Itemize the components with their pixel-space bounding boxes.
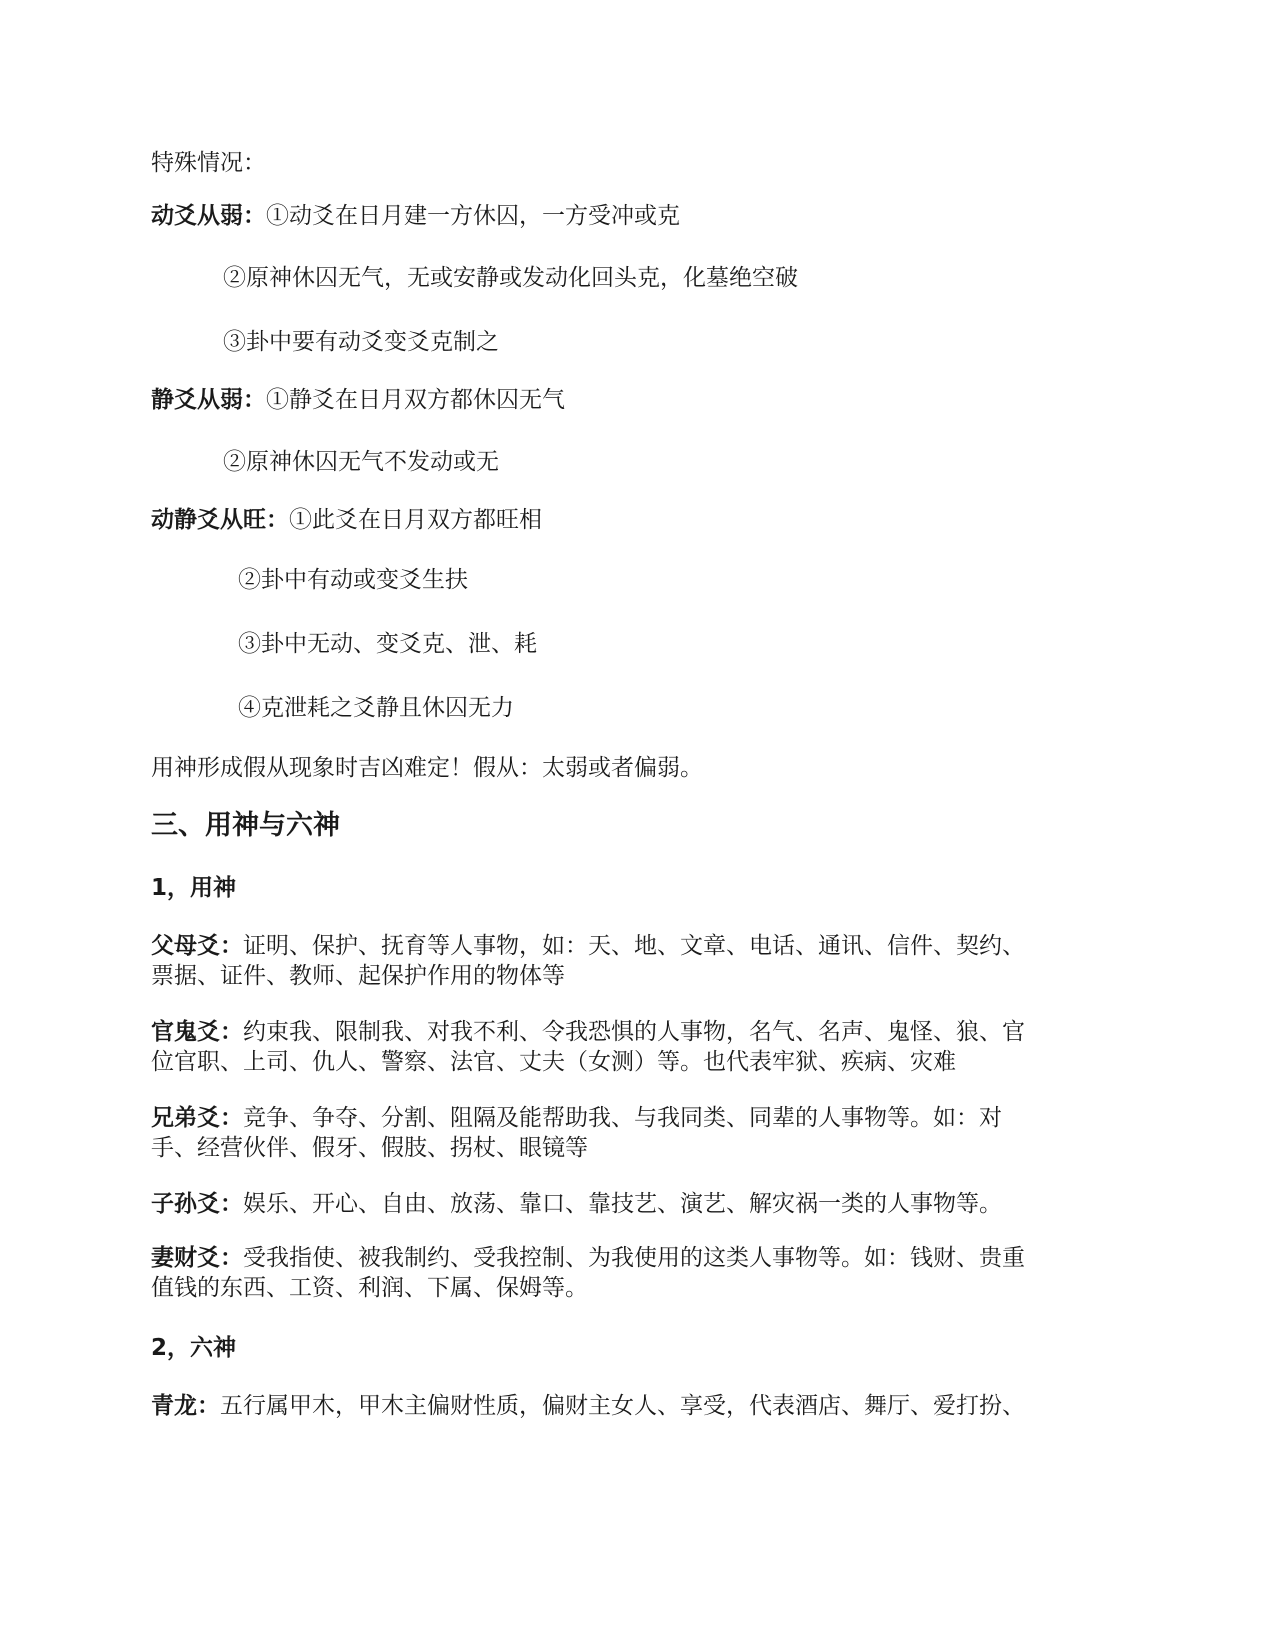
entry-zisun-label: 子孙爻：	[151, 1191, 243, 1217]
entry-qicai-text1: 受我指使、被我制约、受我控制、为我使用的这类人事物等。如：钱财、贵重	[243, 1245, 1025, 1271]
jing-weak-line	[151, 384, 565, 416]
entry-guangui-line1	[151, 1016, 1025, 1048]
jing-weak-item-2: ②原神休囚无气不发动或无	[223, 449, 499, 475]
entry-zisun-line1	[151, 1188, 1002, 1220]
dong-weak-item-2: ②原神休囚无气，无或安静或发动化回头克，化墓绝空破	[223, 265, 798, 291]
dong-weak-item-1: ①动爻在日月建一方休囚，一方受冲或克	[266, 203, 680, 229]
entry-zisun-text1: 娱乐、开心、自由、放荡、靠口、靠技艺、演艺、解灾祸一类的人事物等。	[243, 1191, 1002, 1217]
jing-weak-item-1: ①静爻在日月双方都休囚无气	[266, 387, 565, 413]
entry-fumu-text1: 证明、保护、抚育等人事物，如：天、地、文章、电话、通讯、信件、契约、	[243, 933, 1025, 959]
entry-fumu-line1	[151, 930, 1025, 962]
wang-item-2: ②卦中有动或变爻生扶	[238, 567, 468, 593]
entry-fumu-label: 父母爻：	[151, 933, 243, 959]
dong-weak-item-3: ③卦中要有动爻变爻克制之	[223, 329, 499, 355]
subsection-liushen-heading: 2，六神	[151, 1335, 237, 1361]
entry-guangui-text1: 约束我、限制我、对我不利、令我恐惧的人事物，名气、名声、鬼怪、狼、官	[243, 1019, 1025, 1045]
dong-weak-line	[151, 200, 680, 232]
wang-item-3: ③卦中无动、变爻克、泄、耗	[238, 631, 537, 657]
entry-guangui-label: 官鬼爻：	[151, 1019, 243, 1045]
entry-qicai-text2: 值钱的东西、工资、利润、下属、保姆等。	[151, 1275, 588, 1301]
qinglong-text: 五行属甲木，甲木主偏财性质，偏财主女人、享受，代表酒店、舞厅、爱打扮、	[220, 1393, 1025, 1419]
wang-item-1: ①此爻在日月双方都旺相	[289, 507, 542, 533]
entry-xiongdi-text2: 手、经营伙伴、假牙、假肢、拐杖、眼镜等	[151, 1135, 588, 1161]
entry-xiongdi-line1	[151, 1102, 1002, 1134]
subsection-yongshen-heading: 1，用神	[151, 875, 237, 901]
wang-label: 动静爻从旺：	[151, 507, 289, 533]
wang-line	[151, 504, 542, 536]
section3-heading: 三、用神与六神	[151, 810, 340, 841]
entry-xiongdi-label: 兄弟爻：	[151, 1105, 243, 1131]
entry-qicai-line1	[151, 1242, 1025, 1274]
entry-qicai-label: 妻财爻：	[151, 1245, 243, 1271]
entry-guangui-text2: 位官职、上司、仇人、警察、法官、丈夫（女测）等。也代表牢狱、疾病、灾难	[151, 1049, 956, 1075]
special-title: 特殊情况：	[151, 150, 266, 176]
qinglong-line	[151, 1390, 1025, 1422]
entry-xiongdi-text1: 竞争、争夺、分割、阻隔及能帮助我、与我同类、同辈的人事物等。如：对	[243, 1105, 1002, 1131]
wang-item-4: ④克泄耗之爻静且休囚无力	[238, 695, 514, 721]
false-follow-note: 用神形成假从现象时吉凶难定！假从：太弱或者偏弱。	[151, 755, 703, 781]
jing-weak-label: 静爻从弱：	[151, 387, 266, 413]
dong-weak-label: 动爻从弱：	[151, 203, 266, 229]
entry-fumu-text2: 票据、证件、教师、起保护作用的物体等	[151, 963, 565, 989]
qinglong-label: 青龙：	[151, 1393, 220, 1419]
